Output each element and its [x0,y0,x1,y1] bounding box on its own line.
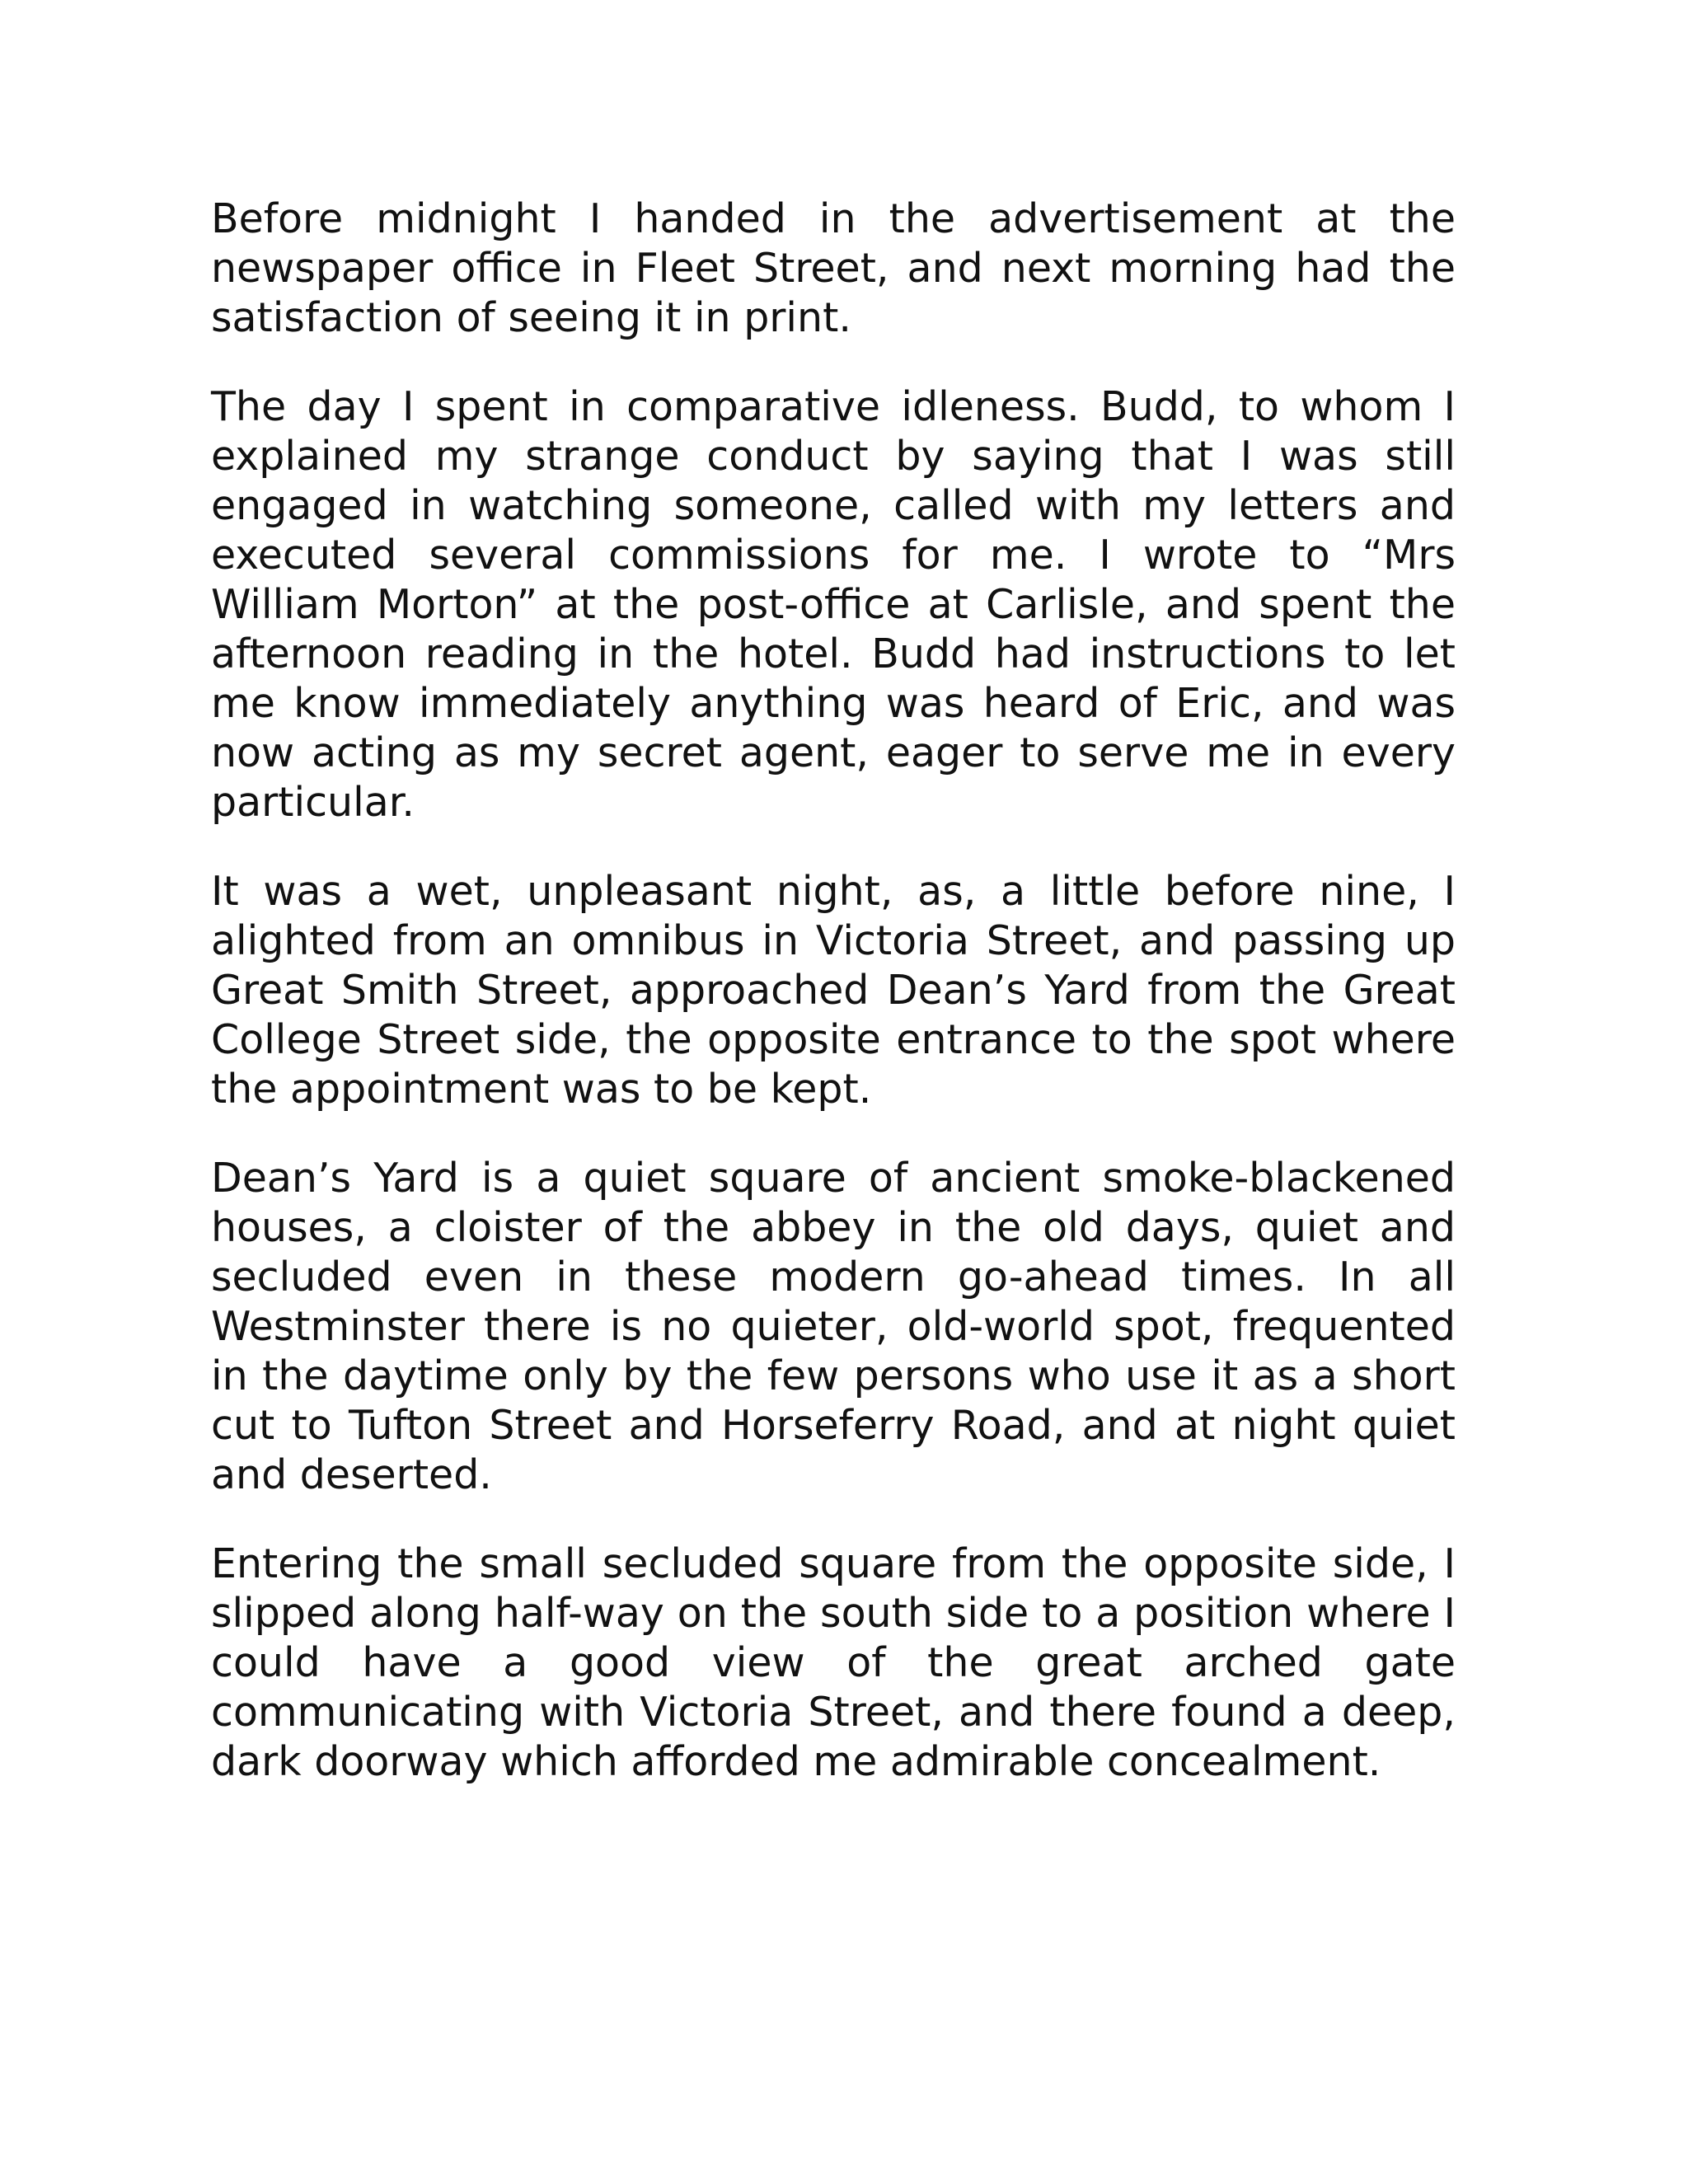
document-page [211,194,1456,1787]
paragraph-2: The day I spent in comparative idleness. Budd, to whom I explained my strange conduct by saying that I was still engaged in watching someone, called with my letters and executed several commissions for me. I wrote to “Mrs William Morton” at the post-office at Carlisle, and spent the afternoon reading in the hotel. Budd had instructions to let me know immediately anything was heard of Eric, and was now acting as my secret agent, eager to serve me in every particular. [211,383,1456,826]
paragraph-5: Entering the small secluded square from the opposite side, I slipped along half-way on the south side to a position where I could have a good view of the great arched gate communicating with Victoria Street, and there found a deep, dark doorway which afforded me admirable concealment. [211,1540,1456,1785]
paragraph-4: Dean’s Yard is a quiet square of ancient smoke-blackened houses, a cloister of the abbey in the old days, quiet and secluded even in these modern go-ahead times. In all Westminster there is no quieter, old-world spot, frequented in the daytime only by the few persons who use it as a short cut to Tufton Street and Horseferry Road, and at night quiet and deserted. [211,1155,1456,1498]
paragraph-1: Before midnight I handed in the advertisement at the newspaper office in Fleet Street, and next morning had the satisfaction of seeing it in print. [211,195,1456,341]
paragraph-3: It was a wet, unpleasant night, as, a little before nine, I alighted from an omnibus in Victoria Street, and passing up Great Smith Street, approached Dean’s Yard from the Great College Street side, the opposite entrance to the spot where the appointment was to be kept. [211,868,1456,1113]
